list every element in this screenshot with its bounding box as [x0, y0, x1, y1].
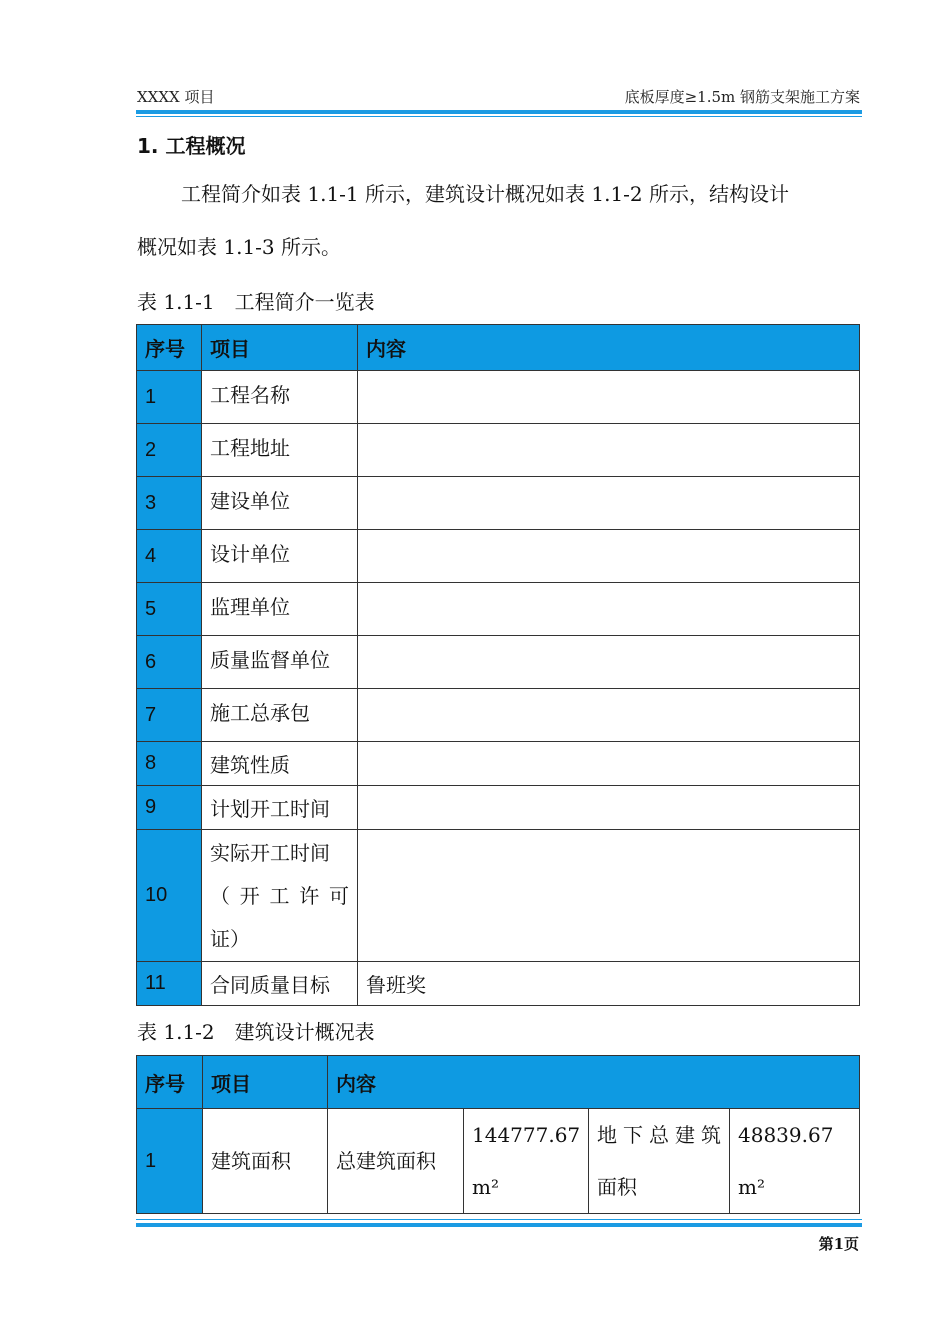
table-row — [137, 1109, 860, 1214]
row-number: 11 — [137, 962, 202, 1006]
table-row — [137, 371, 860, 424]
row-content — [358, 530, 860, 583]
value-number: 48839.67 — [738, 1123, 834, 1147]
row-content — [358, 371, 860, 424]
intro-line-2: 概况如表 1.1-3 所示。 — [137, 235, 342, 259]
row-item: 设计单位 — [202, 530, 358, 583]
row-item: 施工总承包 — [202, 689, 358, 742]
row-item: 建设单位 — [202, 477, 358, 530]
table2-caption: 表 1.1-2 建筑设计概况表 — [137, 1020, 375, 1044]
row-content — [358, 583, 860, 636]
footer-rule-thick — [136, 1223, 862, 1227]
row-value — [464, 1109, 589, 1214]
row-number: 10 — [137, 830, 202, 962]
row-value — [730, 1109, 860, 1214]
table-row — [137, 636, 860, 689]
row-content — [358, 742, 860, 786]
table-row — [137, 742, 860, 786]
table-row — [137, 530, 860, 583]
row-number: 1 — [137, 1109, 203, 1214]
row-number: 6 — [137, 636, 202, 689]
page-number: 第1页 — [818, 1235, 859, 1253]
header-rule-thin — [136, 116, 862, 117]
value-unit: m² — [738, 1175, 765, 1199]
table-header-row — [137, 325, 860, 371]
row-content — [358, 636, 860, 689]
header-cell-content: 内容 — [328, 1056, 860, 1109]
value-unit: m² — [472, 1175, 499, 1199]
row-item: 工程地址 — [202, 424, 358, 477]
row-content: 鲁班奖 — [358, 962, 860, 1006]
building-design-table — [136, 1055, 860, 1214]
table-row — [137, 424, 860, 477]
header-cell-content: 内容 — [358, 325, 860, 371]
row-item: 建筑面积 — [203, 1109, 328, 1214]
subitem-line: 面积 — [597, 1175, 637, 1199]
intro-paragraph — [137, 168, 861, 274]
row-content — [358, 786, 860, 830]
header-document-title: 底板厚度≥1.5m 钢筋支架施工方案 — [624, 88, 860, 106]
row-subitem: 总建筑面积 — [328, 1109, 464, 1214]
value-number: 144777.67 — [472, 1123, 581, 1147]
footer-rule-thin — [136, 1219, 862, 1220]
row-content — [358, 424, 860, 477]
row-item — [202, 830, 358, 962]
header-cell-no: 序号 — [137, 325, 202, 371]
row-number: 1 — [137, 371, 202, 424]
row-content — [358, 830, 860, 962]
row-item: 合同质量目标 — [202, 962, 358, 1006]
table-row — [137, 583, 860, 636]
header-rule-thick — [136, 110, 862, 114]
row-number: 9 — [137, 786, 202, 830]
row-item: 监理单位 — [202, 583, 358, 636]
project-overview-table — [136, 324, 860, 1006]
section-title: 1. 工程概况 — [137, 134, 246, 158]
header-cell-item: 项目 — [202, 325, 358, 371]
table-row — [137, 477, 860, 530]
row-number: 7 — [137, 689, 202, 742]
table-row — [137, 962, 860, 1006]
header-cell-item: 项目 — [203, 1056, 328, 1109]
row-content — [358, 477, 860, 530]
table1-caption: 表 1.1-1 工程简介一览表 — [137, 290, 375, 314]
row-number: 5 — [137, 583, 202, 636]
row-item: 计划开工时间 — [202, 786, 358, 830]
table-row — [137, 786, 860, 830]
row-number: 3 — [137, 477, 202, 530]
table-header-row — [137, 1056, 860, 1109]
row-content — [358, 689, 860, 742]
row-item: 建筑性质 — [202, 742, 358, 786]
intro-line-1: 工程简介如表 1.1-1 所示，建筑设计概况如表 1.1-2 所示，结构设计 — [181, 182, 790, 206]
row-number: 2 — [137, 424, 202, 477]
row-subitem — [589, 1109, 730, 1214]
header-cell-no: 序号 — [137, 1056, 203, 1109]
table-row — [137, 689, 860, 742]
row-number: 4 — [137, 530, 202, 583]
table-row — [137, 830, 860, 962]
row-item: 工程名称 — [202, 371, 358, 424]
row-item-line: 证） — [210, 927, 250, 951]
row-number: 8 — [137, 742, 202, 786]
row-item-line: （开工许可 — [210, 884, 349, 908]
row-item-line: 实际开工时间 — [210, 841, 330, 865]
header-project-name: XXXX 项目 — [137, 88, 215, 106]
subitem-line: 地下总建筑 — [597, 1123, 721, 1147]
row-item: 质量监督单位 — [202, 636, 358, 689]
